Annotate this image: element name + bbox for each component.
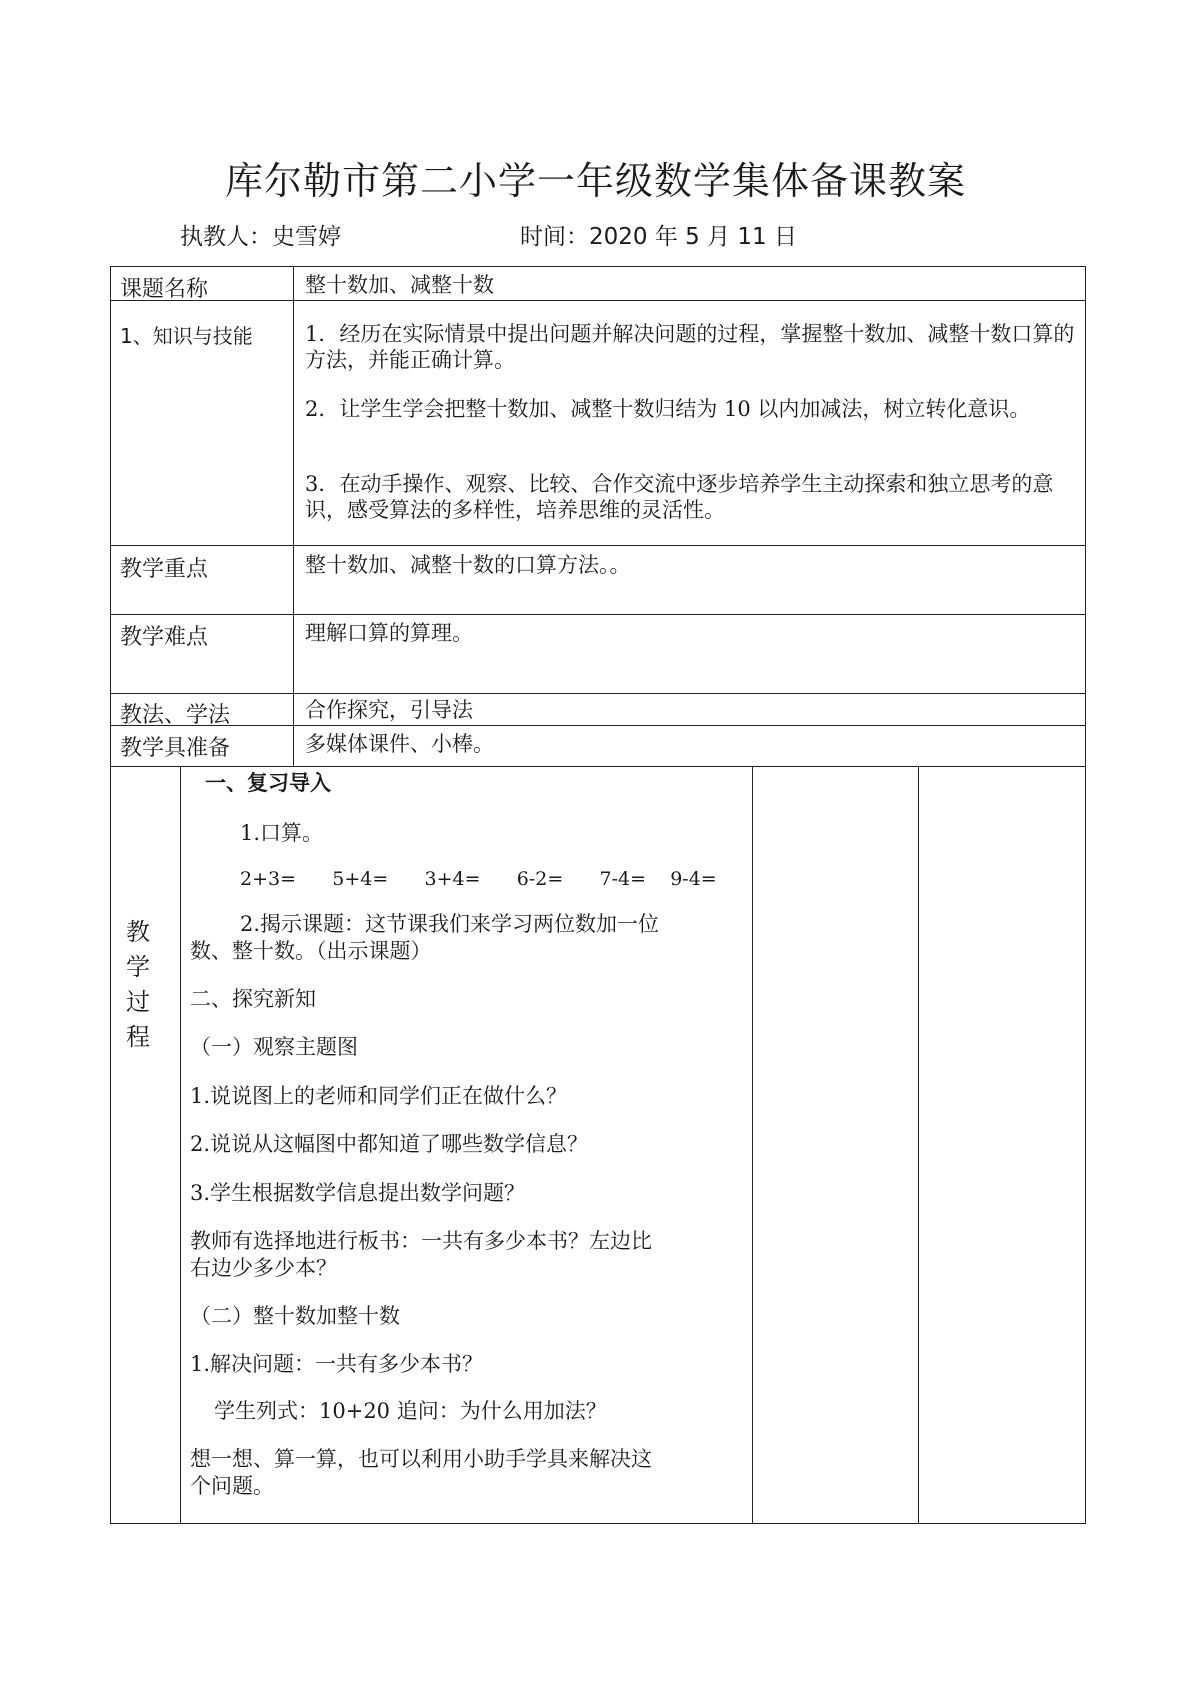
row-divider (110, 725, 1086, 726)
row-divider (110, 693, 1086, 694)
process-line: 3.学生根据数学信息提出数学问题？ (190, 1181, 526, 1205)
section-heading: 二、探究新知 (190, 987, 316, 1011)
process-line: 想一想、算一算，也可以利用小助手学具来解决这 (190, 1447, 652, 1471)
topic-value: 整十数加、减整十数 (305, 273, 494, 297)
difficult-point-label: 教学难点 (120, 625, 209, 650)
goal-item-2: 2．让学生学会把整十数加、减整十数归结为 10 以内加减法，树立转化意识。 (305, 397, 1031, 421)
row-divider (110, 766, 1086, 767)
process-line: 教师有选择地进行板书：一共有多少本书？左边比 (190, 1229, 652, 1253)
difficult-point-value: 理解口算的算理。 (305, 621, 473, 645)
teacher-name: 执教人：史雪婷 (180, 224, 341, 250)
row-divider (110, 300, 1086, 301)
process-line: 1.口算。 (240, 821, 324, 845)
tools-label: 教学具准备 (120, 736, 231, 761)
process-line: 个问题。 (190, 1474, 274, 1498)
lesson-date: 时间：2020 年 5 月 11 日 (520, 224, 797, 250)
lesson-plan-table (110, 266, 1086, 1524)
process-line: 2.揭示课题：这节课我们来学习两位数加一位 (240, 912, 660, 936)
method-label: 教法、学法 (120, 703, 231, 728)
page-title: 库尔勒市第二小学一年级数学集体备课教案 (224, 159, 966, 203)
process-label-char: 教 (126, 918, 150, 946)
row-divider (110, 545, 1086, 546)
arithmetic-exercises: 2+3= 5+4= 3+4= 6-2= 7-4= 9-4= (240, 868, 717, 890)
subsection-heading: （二）整十数加整十数 (190, 1304, 400, 1328)
key-point-value: 整十数加、减整十数的口算方法。。 (305, 553, 631, 577)
process-label-char: 程 (126, 1023, 150, 1051)
section-heading: 一、复习导入 (205, 771, 331, 795)
process-line: 学生列式：10+20 追问：为什么用加法？ (214, 1399, 607, 1423)
column-divider (918, 766, 919, 1524)
row-divider (110, 614, 1086, 615)
goal-item-3: 3．在动手操作、观察、比较、合作交流中逐步培养学生主动探索和独立思考的意识，感受算法的多样性，培养思维的灵活性。 (305, 472, 1054, 522)
process-label-char: 过 (126, 988, 150, 1016)
process-line: 2.说说从这幅图中都知道了哪些数学信息？ (190, 1132, 589, 1156)
process-line: 1.说说图上的老师和同学们正在做什么？ (190, 1084, 568, 1108)
goal-item-1: 1．经历在实际情景中提出问题并解决问题的过程，掌握整十数加、减整十数口算的方法，并能正确计算。 (305, 322, 1075, 372)
process-label-char: 学 (126, 953, 150, 981)
process-line: 右边少多少本？ (190, 1256, 337, 1280)
column-divider (293, 266, 294, 766)
tools-value: 多媒体课件、小棒。 (305, 732, 494, 756)
key-point-label: 教学重点 (120, 557, 209, 582)
subsection-heading: （一）观察主题图 (190, 1035, 358, 1059)
column-divider (180, 766, 181, 1524)
method-value: 合作探究，引导法 (305, 698, 473, 722)
process-line: 1.解决问题：一共有多少本书？ (190, 1352, 484, 1376)
goals-label: 1、知识与技能 (120, 324, 253, 348)
topic-label: 课题名称 (120, 277, 209, 302)
process-line: 数、整十数。（出示课题） (190, 939, 432, 963)
